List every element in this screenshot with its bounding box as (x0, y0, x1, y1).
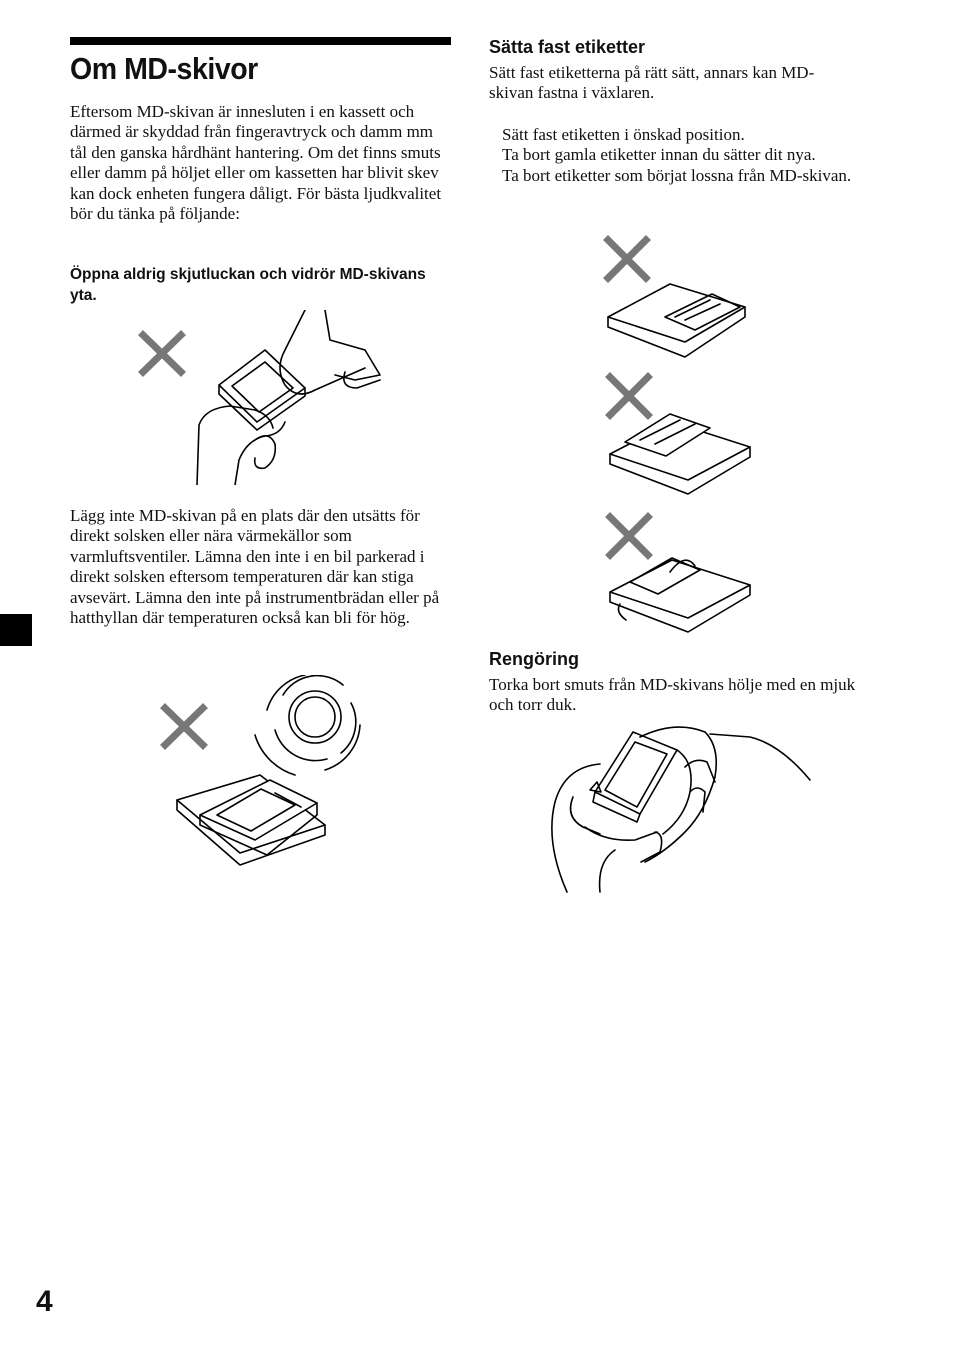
labels-heading: Sätta fast etiketter (489, 37, 646, 57)
list-item: Ta bort gamla etiketter innan du sätter dit nya. (502, 145, 816, 165)
cleaning-illustration (545, 722, 815, 894)
list-item: Sätt fast etiketten i önskad position. (502, 125, 745, 144)
title-rule (70, 37, 451, 45)
labels-intro: Sätt fast etiketterna på rätt sätt, annars kan MD-skivan fastna i växlaren. (489, 63, 815, 103)
section-tab-marker (0, 614, 32, 646)
list-item: Ta bort etiketter som börjat lossna från MD-skivan. (502, 165, 852, 185)
cleaning-heading: Rengöring (489, 649, 579, 669)
shutter-warning-heading: Öppna aldrig skjutluckan och vidrör MD-skivans yta. (70, 266, 426, 304)
sunlight-illustration (155, 675, 370, 870)
labels-list (502, 125, 857, 186)
sunlight-paragraph: Lägg inte MD-skivan på en plats där den utsätts för direkt solsken eller nära värmekällor som varmluftsventiler. Lämna den inte i en bil parkerad i direkt solsken eftersom temperaturen där kan stiga avsevärt. Lämna den inte på instrumentbrädan eller på hatthyllan där temperaturen också kan bli för hög. (70, 506, 440, 628)
intro-paragraph: Eftersom MD-skivan är innesluten i en kassett och därmed är skyddad från fingeravtryck och damm mm tål den ganska hårdhänt hantering. Om det finns smuts eller damm på höljet eller om kassetten har blivit skev kan dock enheten fungera dåligt. För bästa ljudkvalitet bör du tänka på följande: (70, 102, 442, 224)
label-placement-illustrations (600, 232, 760, 640)
touch-disc-illustration (135, 310, 395, 485)
page-title: Om MD-skivor (70, 51, 258, 86)
cleaning-text: Torka bort smuts från MD-skivans hölje med en mjuk och torr duk. (489, 675, 856, 715)
page-number: 4 (36, 1285, 53, 1318)
